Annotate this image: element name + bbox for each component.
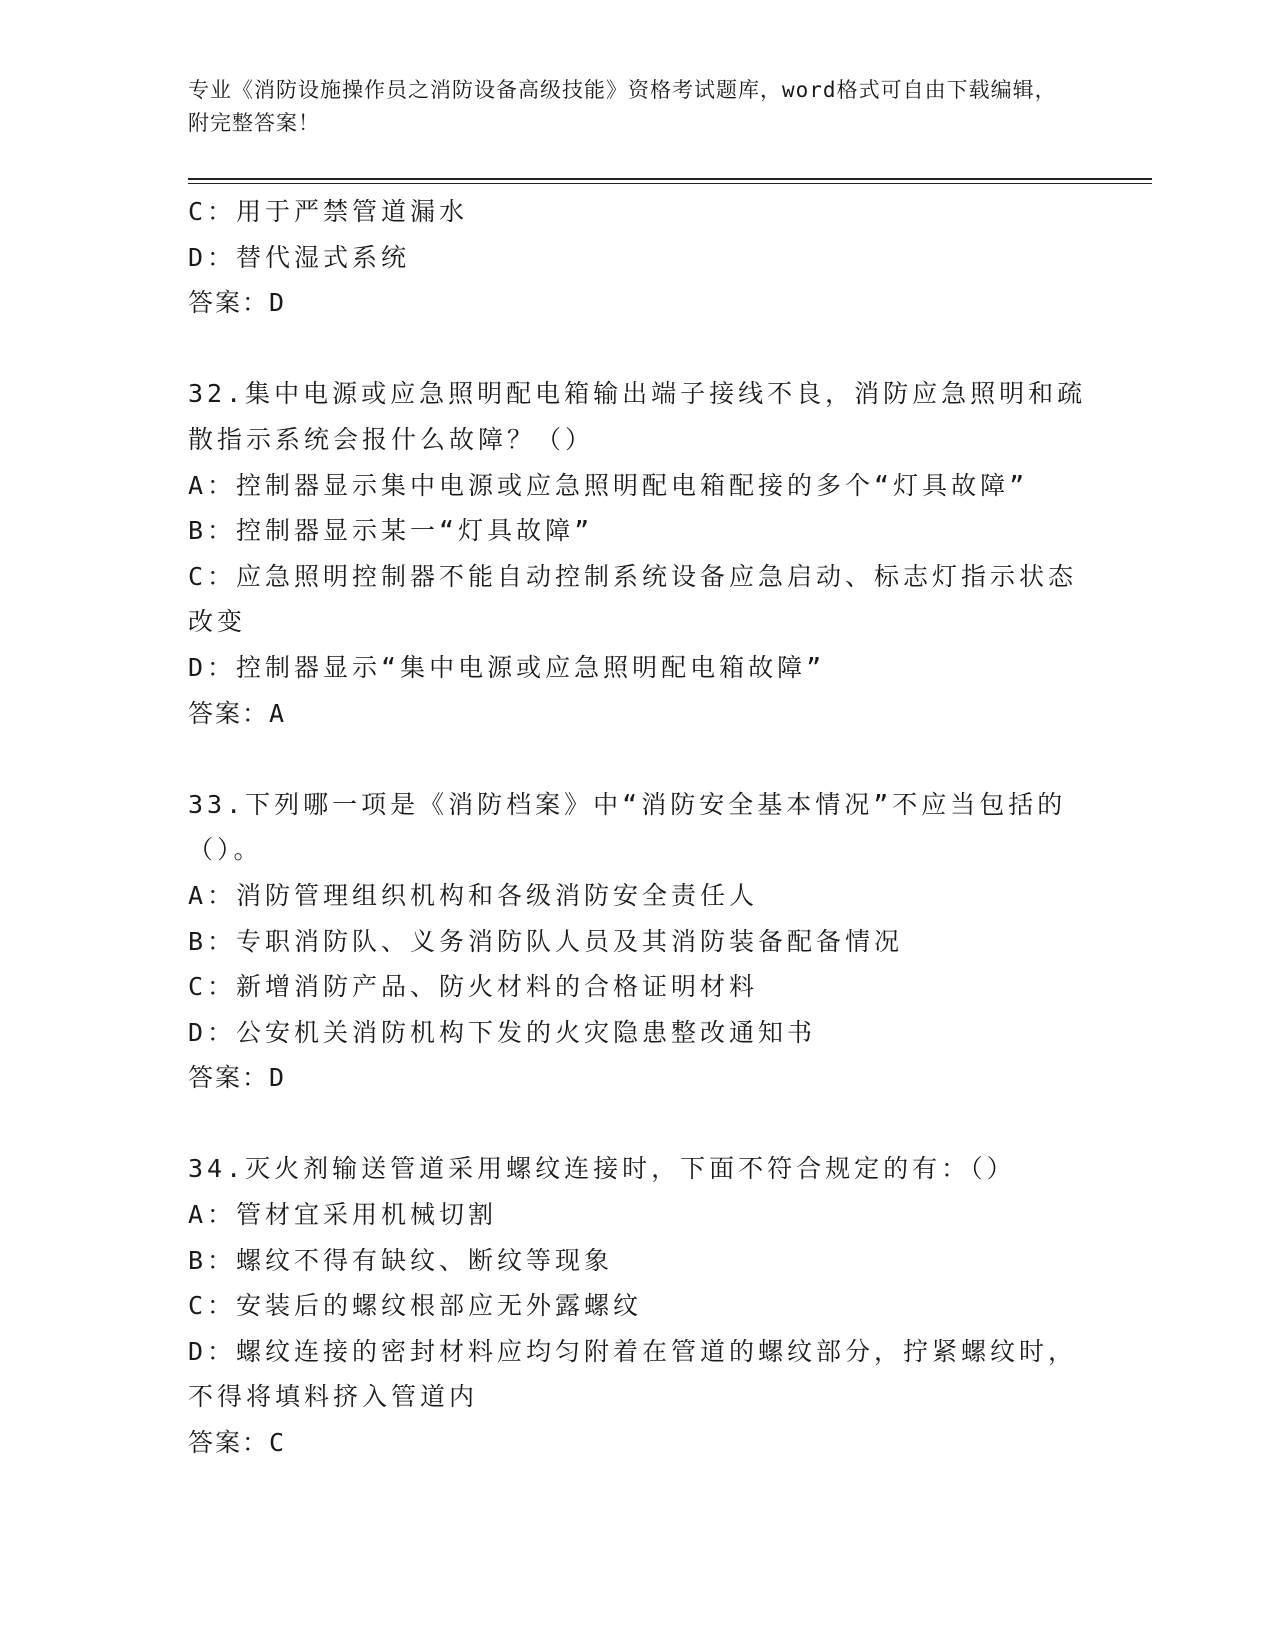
spacer	[188, 736, 1088, 782]
option-c: C：应急照明控制器不能自动控制系统设备应急启动、标志灯指示状态改变	[188, 561, 1078, 637]
option-b: B：控制器显示某一“灯具故障”	[188, 516, 594, 546]
option-c: C：新增消防产品、防火材料的合格证明材料	[188, 972, 759, 1002]
option-b: B：螺纹不得有缺纹、断纹等现象	[188, 1245, 614, 1275]
option-a: A：管材宜采用机械切割	[188, 1200, 498, 1230]
option-c: C：安装后的螺纹根部应无外露螺纹	[188, 1291, 643, 1321]
spacer	[188, 1101, 1088, 1147]
answer-line: 答案：D	[188, 1063, 287, 1093]
option-d: D：替代湿式系统	[188, 242, 411, 272]
question-31-tail	[188, 189, 1088, 326]
header-text: 专业《消防设施操作员之消防设备高级技能》资格考试题库，word格式可自由下载编辑，附完整答案！	[188, 78, 1057, 135]
question-33	[188, 782, 1088, 1101]
question-stem: 33.下列哪一项是《消防档案》中“消防安全基本情况”不应当包括的（）。	[188, 789, 1067, 865]
option-d: D：螺纹连接的密封材料应均匀附着在管道的螺纹部分，拧紧螺纹时，不得将填料挤入管道内	[188, 1336, 1078, 1412]
answer-line: 答案：A	[188, 698, 287, 728]
header-divider-thin	[188, 183, 1152, 184]
question-32	[188, 371, 1088, 736]
option-c: C：用于严禁管道漏水	[188, 197, 469, 226]
answer-line: 答案：D	[188, 288, 287, 318]
option-a: A：消防管理组织机构和各级消防安全责任人	[188, 880, 759, 910]
option-b: B：专职消防队、义务消防队人员及其消防装备配备情况	[188, 926, 904, 956]
question-stem: 32.集中电源或应急照明配电箱输出端子接线不良，消防应急照明和疏散指示系统会报什么故障？（）	[188, 379, 1087, 454]
question-34	[188, 1146, 1088, 1465]
answer-line: 答案：C	[188, 1428, 287, 1458]
question-stem: 34.灭火剂输送管道采用螺纹连接时，下面不符合规定的有：（）	[188, 1154, 1016, 1184]
header-divider-thick	[188, 178, 1152, 180]
question-list	[188, 189, 1088, 1466]
option-a: A：控制器显示集中电源或应急照明配电箱配接的多个“灯具故障”	[188, 470, 1029, 500]
document-header	[188, 74, 1068, 140]
option-d: D：公安机关消防机构下发的火灾隐患整改通知书	[188, 1017, 817, 1047]
spacer	[188, 326, 1088, 372]
option-d: D：控制器显示“集中电源或应急照明配电箱故障”	[188, 652, 826, 682]
